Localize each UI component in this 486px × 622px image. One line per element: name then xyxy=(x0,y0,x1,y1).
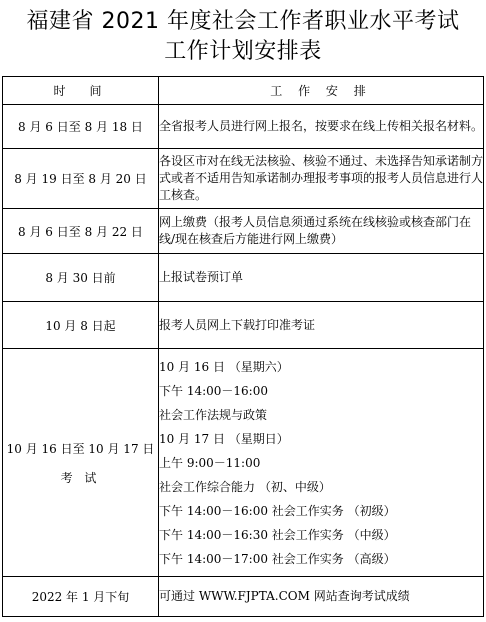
row-work: 各设区市对在线无法核验、核验不通过、未选择告知承诺制方式或者不适用告知承诺制办理报考事项的报考人员信息进行人工核查。 xyxy=(159,149,484,209)
row-work: 网上缴费（报考人员信息须通过系统在线核验或核查部门在线/现在核查后方能进行网上缴费） xyxy=(159,209,484,254)
row-work: 上报试卷预订单 xyxy=(159,254,484,302)
row-work: 报考人员网上下载打印准考证 xyxy=(159,302,484,349)
table-row xyxy=(3,577,484,617)
table-row xyxy=(3,209,484,254)
table-header-row xyxy=(3,77,484,105)
row-work: 可通过 WWW.FJPTA.COM 网站查询考试成绩 xyxy=(159,577,484,617)
row-time: 8 月 30 日前 xyxy=(3,254,159,302)
document-title-line-1: 福建省 2021 年度社会工作者职业水平考试 xyxy=(26,9,460,34)
exam-schedule-cell xyxy=(159,349,484,577)
exam-schedule-line: 上午 9:00－11:00 xyxy=(159,455,261,470)
row-time: 8 月 6 日至 8 月 18 日 xyxy=(3,105,159,149)
schedule-table xyxy=(2,76,484,617)
header-work-arrangement: 工 作 安 排 xyxy=(159,77,484,105)
exam-schedule-line: 下午 14:00－16:30 社会工作实务 （中级） xyxy=(159,527,396,542)
exam-row xyxy=(3,349,484,577)
exam-schedule-line: 下午 14:00－16:00 社会工作实务 （初级） xyxy=(159,503,396,518)
exam-schedule-line: 下午 14:00－16:00 xyxy=(159,383,268,398)
exam-schedule-line: 10 月 17 日 （星期日） xyxy=(159,431,289,446)
exam-schedule-line: 社会工作法规与政策 xyxy=(159,407,268,422)
table-row xyxy=(3,149,484,209)
table-row xyxy=(3,302,484,349)
row-time: 8 月 6 日至 8 月 22 日 xyxy=(3,209,159,254)
table-row xyxy=(3,254,484,302)
exam-schedule-line: 下午 14:00－17:00 社会工作实务 （高级） xyxy=(159,551,396,566)
exam-label: 考 试 xyxy=(60,470,101,485)
document-title-line-2: 工作计划安排表 xyxy=(164,39,322,64)
row-time: 8 月 19 日至 8 月 20 日 xyxy=(3,149,159,209)
exam-time-cell xyxy=(3,349,159,577)
exam-date-range: 10 月 16 日至 10 月 17 日 xyxy=(6,441,155,456)
row-work: 全省报考人员进行网上报名，按要求在线上传相关报名材料。 xyxy=(159,105,484,149)
row-time: 2022 年 1 月下旬 xyxy=(3,577,159,617)
table-row xyxy=(3,105,484,149)
exam-schedule-line: 社会工作综合能力 （初、中级） xyxy=(159,479,331,494)
header-time: 时 间 xyxy=(3,77,159,105)
row-time: 10 月 8 日起 xyxy=(3,302,159,349)
exam-schedule-line: 10 月 16 日 （星期六） xyxy=(159,359,289,374)
